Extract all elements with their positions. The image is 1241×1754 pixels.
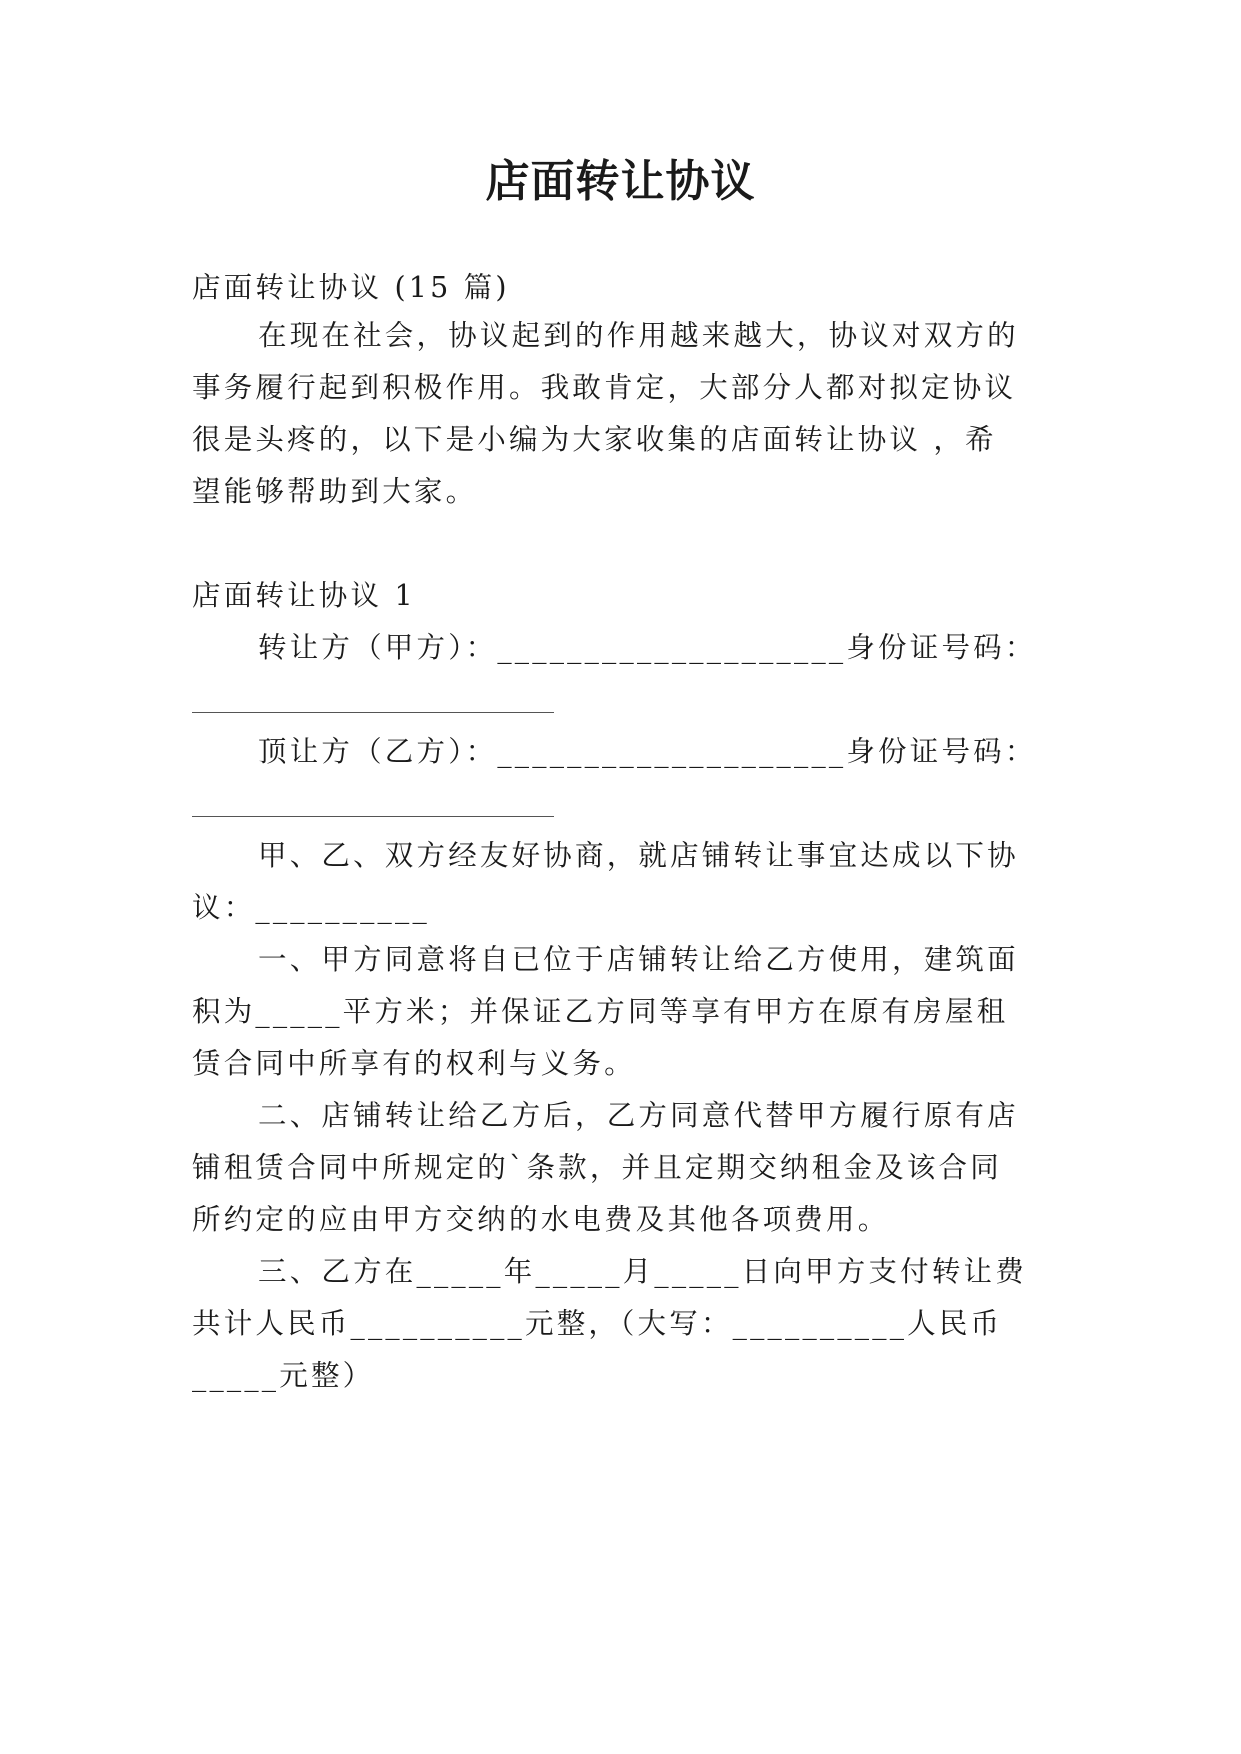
- body-line-9: 三、乙方在_____年_____月_____日向甲方支付转让费: [258, 1255, 1027, 1288]
- body-line-3: 一、甲方同意将自已位于店铺转让给乙方使用，建筑面: [258, 943, 1019, 976]
- section-heading: 店面转让协议 1: [192, 579, 416, 612]
- body-line-7: 铺租赁合同中所规定的`条款，并且定期交纳租金及该合同: [192, 1151, 1002, 1184]
- body-line-11: _____元整）: [192, 1359, 375, 1392]
- document-subtitle: 店面转让协议 (15 篇): [192, 271, 510, 304]
- body-line-5: 赁合同中所享有的权利与义务。: [192, 1047, 636, 1080]
- party-b-id-blank: [192, 816, 554, 817]
- body-line-6: 二、店铺转让给乙方后，乙方同意代替甲方履行原有店: [258, 1099, 1019, 1132]
- body-line-2: 议：__________: [192, 891, 430, 924]
- party-a-id-blank: [192, 712, 554, 713]
- body-line-10: 共计人民币__________元整，（大写：__________人民币: [192, 1307, 1003, 1340]
- party-b-line: 顶让方（乙方）：____________________身份证号码：: [258, 735, 1037, 768]
- body-line-1: 甲、乙、双方经友好协商，就店铺转让事宜达成以下协: [258, 839, 1019, 872]
- intro-line-2: 事务履行起到积极作用。我敢肯定，大部分人都对拟定协议: [192, 371, 1017, 404]
- party-a-line: 转让方（甲方）：____________________身份证号码：: [258, 631, 1037, 664]
- document-title: 店面转让协议: [485, 156, 756, 207]
- intro-line-4: 望能够帮助到大家。: [192, 475, 478, 508]
- intro-line-1: 在现在社会，协议起到的作用越来越大，协议对双方的: [258, 319, 1019, 352]
- intro-line-3: 很是头疼的，以下是小编为大家收集的店面转让协议 ，希: [192, 423, 997, 456]
- body-line-4: 积为_____平方米；并保证乙方同等享有甲方在原有房屋租: [192, 995, 1009, 1028]
- body-line-8: 所约定的应由甲方交纳的水电费及其他各项费用。: [192, 1203, 890, 1236]
